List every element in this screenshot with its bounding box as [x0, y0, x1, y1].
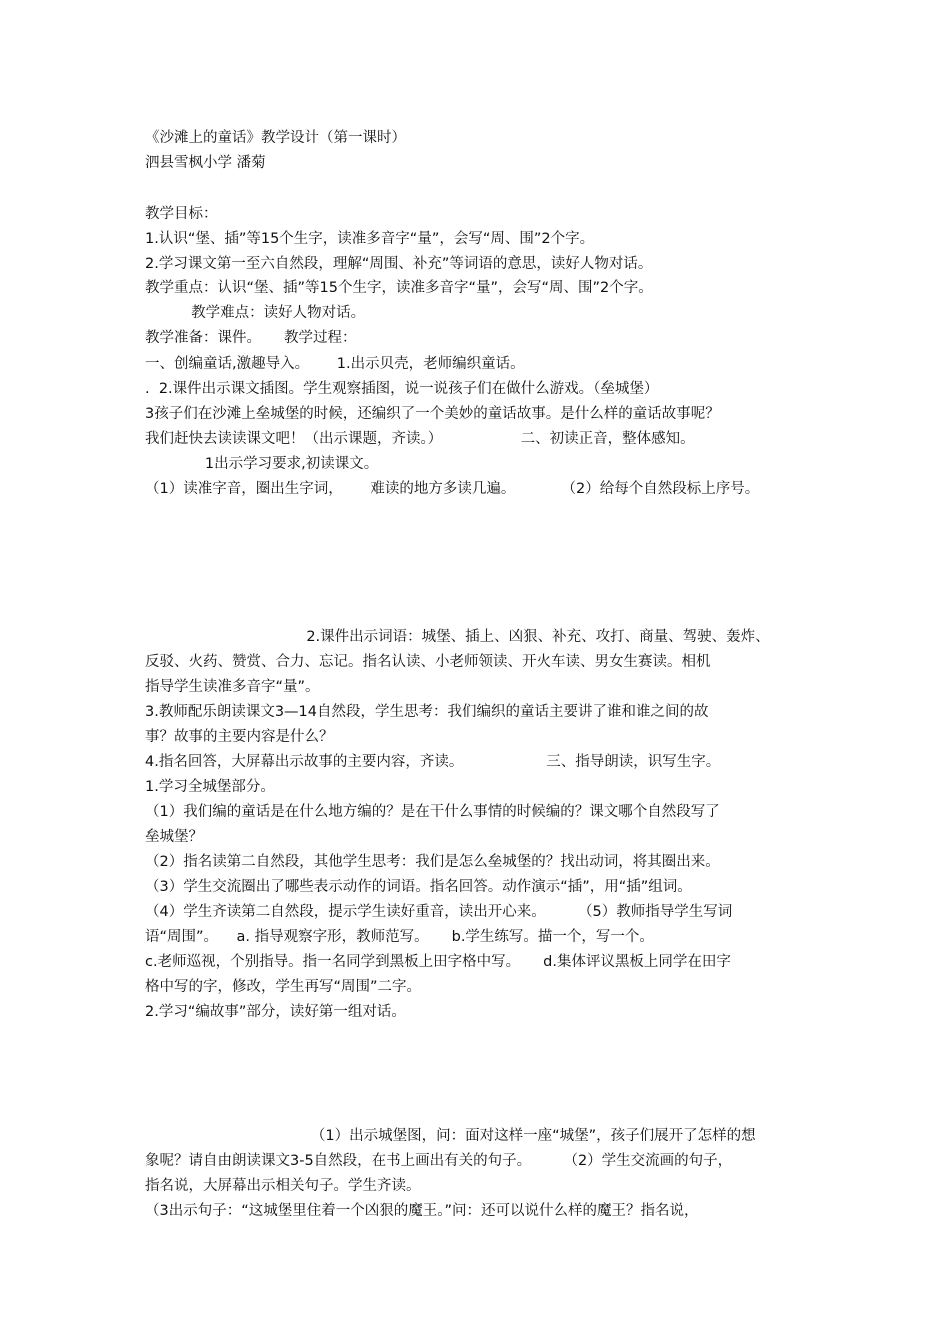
body-line: 3.教师配乐朗读课文3—14自然段，学生思考：我们编织的童话主要讲了谁和谁之间的故: [145, 704, 709, 720]
body-line: c.老师巡视，个别指导。指一名同学到黑板上田字格中写。 d.集体评议黑板上同学在田字: [145, 954, 731, 970]
body-line: 指名说，大屏幕出示相关句子。学生齐读。: [145, 1178, 421, 1194]
body-line: 事？故事的主要内容是什么？: [145, 729, 334, 745]
body-line: （3出示句子：“这城堡里住着一个凶狠的魔王。”问：还可以说什么样的魔王？指名说，: [145, 1203, 699, 1219]
body-line: 垒城堡？: [145, 829, 203, 845]
body-line: 教学难点：读好人物对话。: [145, 305, 366, 321]
author-line: 泗县雪枫小学 潘菊: [145, 155, 266, 171]
body-line: （1）出示城堡图，问：面对这样一座“城堡”，孩子们展开了怎样的想: [145, 1128, 756, 1144]
body-line: 1.学习全城堡部分。: [145, 779, 275, 795]
body-line: 4.指名回答，大屏幕出示故事的主要内容，齐读。 三、指导朗读，识写生字。: [145, 754, 721, 770]
body-line: 象呢？请自由朗读课文3-5自然段，在书上画出有关的句子。 （2）学生交流画的句子，: [145, 1153, 733, 1169]
body-line: 教学准备：课件。 教学过程：: [145, 330, 357, 346]
body-line: . 2.课件出示课文插图。学生观察插图，说一说孩子们在做什么游戏。（垒城堡）: [145, 381, 659, 397]
document-title: 《沙滩上的童话》教学设计（第一课时）: [145, 130, 406, 146]
body-line: （3）学生交流圈出了哪些表示动作的词语。指名回答。动作演示“插”，用“插”组词。: [145, 879, 692, 895]
body-line: 指导学生读准多音字“量”。: [145, 679, 320, 695]
body-line: 语“周围”。 a. 指导观察字形，教师范写。 b.学生练写。描一个，写一个。: [145, 929, 654, 945]
body-line: 格中写的字，修改，学生再写“周围”二字。: [145, 979, 422, 995]
body-line: 1出示学习要求,初读课文。: [145, 456, 379, 472]
body-line: 反驳、火药、赞赏、合力、忘记。指名认读、小老师领读、开火车读、男女生赛读。相机: [145, 654, 711, 670]
body-line: （4）学生齐读第二自然段，提示学生读好重音，读出开心来。 （5）教师指导学生写词: [145, 904, 733, 920]
body-line: 一、创编童话,激趣导入。 1.出示贝壳，老师编织童话。: [145, 356, 525, 372]
body-line: 2.学习课文第一至六自然段，理解“周围、补充”等词语的意思，读好人物对话。: [145, 256, 653, 272]
body-line: 3孩子们在沙滩上垒城堡的时候，还编织了一个美妙的童话故事。是什么样的童话故事呢？: [145, 406, 720, 422]
body-line: （2）指名读第二自然段，其他学生思考：我们是怎么垒城堡的？找出动词，将其圈出来。: [145, 854, 720, 870]
body-line: 教学目标：: [145, 206, 218, 222]
body-line: （1）读准字音，圈出生字词， 难读的地方多读几遍。 （2）给每个自然段标上序号。: [145, 481, 760, 497]
body-line: 教学重点：认识“堡、插”等15个生字，读准多音字“量”，会写“周、围”2个字。: [145, 280, 653, 296]
body-line: （1）我们编的童话是在什么地方编的？是在干什么事情的时候编的？课文哪个自然段写了: [145, 804, 720, 820]
body-line: 我们赶快去读读课文吧！（出示课题，齐读。） 二、初读正音，整体感知。: [145, 431, 695, 447]
body-line: 2.学习“编故事”部分，读好第一组对话。: [145, 1004, 406, 1020]
body-line: 2.课件出示词语：城堡、插上、凶狠、补充、攻打、商量、驾驶、轰炸、: [145, 629, 770, 645]
body-line: 1.认识“堡、插”等15个生字，读准多音字“量”，会写“周、围”2个字。: [145, 231, 595, 247]
